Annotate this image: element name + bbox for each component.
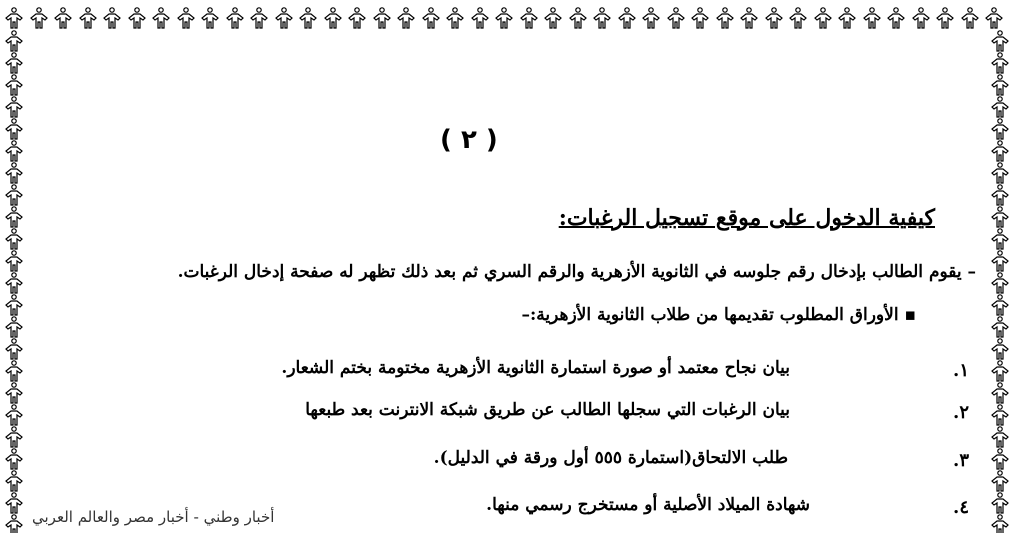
person-icon (837, 7, 857, 31)
person-icon (4, 448, 24, 472)
person-icon (568, 7, 588, 31)
person-icon (4, 228, 24, 252)
person-icon (127, 7, 147, 31)
person-icon (543, 7, 563, 31)
person-icon (990, 294, 1010, 318)
page-number: ( ٢ ) (440, 125, 498, 155)
person-icon (4, 426, 24, 450)
person-icon (225, 7, 245, 31)
person-icon (445, 7, 465, 31)
person-icon (990, 470, 1010, 494)
person-icon (990, 360, 1010, 384)
person-icon (990, 272, 1010, 296)
person-icon (990, 96, 1010, 120)
person-icon (4, 272, 24, 296)
person-icon (4, 338, 24, 362)
person-icon (990, 514, 1010, 533)
person-icon (4, 294, 24, 318)
item-number: ٣. (953, 450, 969, 471)
person-icon (886, 7, 906, 31)
person-icon (960, 7, 980, 31)
person-icon (862, 7, 882, 31)
person-icon (274, 7, 294, 31)
person-icon (470, 7, 490, 31)
person-icon (53, 7, 73, 31)
person-icon (4, 360, 24, 384)
person-icon (990, 74, 1010, 98)
person-icon (617, 7, 637, 31)
list-item: شهادة الميلاد الأصلية أو مستخرج رسمي منها. (486, 495, 810, 515)
person-icon (990, 404, 1010, 428)
person-icon (151, 7, 171, 31)
intro-paragraph: – يقوم الطالب بإدخال رقم جلوسه في الثانوية الأزهرية والرقم السري ثم بعد ذلك تظهر له صفحة إدخال الرغبات. (177, 262, 976, 282)
person-icon (372, 7, 392, 31)
person-icon (298, 7, 318, 31)
item-number: ٤. (953, 497, 969, 518)
person-icon (4, 140, 24, 164)
person-icon (4, 52, 24, 76)
person-icon (4, 74, 24, 98)
person-icon (78, 7, 98, 31)
person-icon (641, 7, 661, 31)
person-icon (990, 228, 1010, 252)
person-icon (911, 7, 931, 31)
person-icon (764, 7, 784, 31)
person-icon (323, 7, 343, 31)
item-number: ٢. (953, 402, 969, 423)
person-icon (715, 7, 735, 31)
person-icon (4, 382, 24, 406)
person-icon (200, 7, 220, 31)
person-icon (990, 118, 1010, 142)
person-icon (249, 7, 269, 31)
person-icon (29, 7, 49, 31)
person-icon (4, 514, 24, 533)
section-heading: كيفية الدخول على موقع تسجيل الرغبات: (558, 205, 935, 231)
person-icon (788, 7, 808, 31)
person-icon (4, 30, 24, 54)
person-icon (4, 492, 24, 516)
person-icon (421, 7, 441, 31)
person-icon (396, 7, 416, 31)
list-item: بيان الرغبات التي سجلها الطالب عن طريق شبكة الانترنت بعد طبعها (305, 400, 790, 420)
person-icon (4, 470, 24, 494)
person-icon (739, 7, 759, 31)
person-icon (990, 338, 1010, 362)
person-icon (990, 316, 1010, 340)
person-icon (4, 316, 24, 340)
person-icon (990, 492, 1010, 516)
person-icon (990, 162, 1010, 186)
person-icon (990, 382, 1010, 406)
person-icon (4, 184, 24, 208)
person-icon (4, 404, 24, 428)
person-icon (4, 7, 24, 31)
person-icon (519, 7, 539, 31)
person-icon (4, 162, 24, 186)
person-icon (984, 7, 1004, 31)
person-icon (990, 52, 1010, 76)
person-icon (102, 7, 122, 31)
person-icon (592, 7, 612, 31)
person-icon (990, 184, 1010, 208)
watermark: أخبار وطني - أخبار مصر والعالم العربي (32, 508, 275, 526)
person-icon (176, 7, 196, 31)
documents-heading: ▪ الأوراق المطلوب تقديمها من طلاب الثانوية الأزهرية:– (521, 305, 916, 325)
list-item: بيان نجاح معتمد أو صورة استمارة الثانوية الأزهرية مختومة بختم الشعار. (281, 358, 790, 378)
person-icon (990, 140, 1010, 164)
person-icon (690, 7, 710, 31)
person-icon (4, 250, 24, 274)
person-icon (4, 206, 24, 230)
person-icon (4, 96, 24, 120)
person-icon (813, 7, 833, 31)
person-icon (990, 30, 1010, 54)
person-icon (990, 206, 1010, 230)
person-icon (4, 118, 24, 142)
person-icon (990, 426, 1010, 450)
person-icon (935, 7, 955, 31)
person-icon (990, 448, 1010, 472)
person-icon (990, 250, 1010, 274)
list-item: طلب الالتحاق(استمارة ٥٥٥ أول ورقة في الدليل). (433, 448, 788, 468)
person-icon (494, 7, 514, 31)
item-number: ١. (953, 360, 969, 381)
person-icon (666, 7, 686, 31)
person-icon (347, 7, 367, 31)
